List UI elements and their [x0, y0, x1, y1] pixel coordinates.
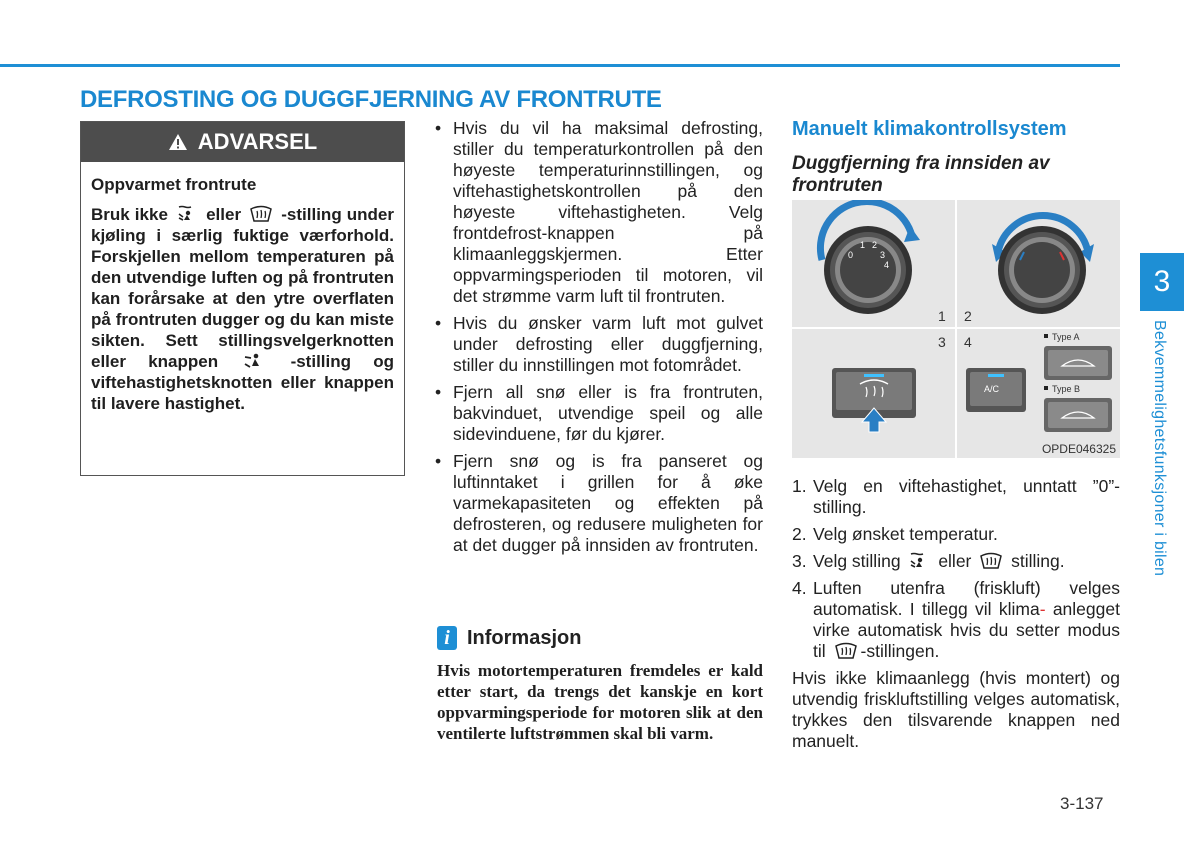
warning-box — [80, 121, 405, 476]
chapter-title: Bekvemmelighetsfunksjoner i bilen — [1151, 320, 1168, 577]
step-text: Velg en viftehastighet, unntatt ”0”-stilling. — [813, 476, 1120, 517]
step-text: anlegget virke automatisk hvis du setter modus til — [813, 599, 1120, 661]
step-item — [792, 578, 1120, 662]
page-title: DEFROSTING OG DUGGFJERNING AV FRONTRUTE — [80, 86, 662, 113]
type-b-label: Type B — [1052, 384, 1081, 394]
step-number: 1. — [792, 476, 807, 496]
figure-label-3: 3 — [938, 334, 946, 350]
step-text: Velg ønsket temperatur. — [813, 524, 998, 544]
front-defrost-icon — [834, 642, 858, 660]
figure-label-2: 2 — [964, 308, 972, 324]
info-box — [437, 626, 763, 744]
step-text: stilling. — [1011, 551, 1065, 571]
step-number: 3. — [792, 551, 807, 571]
section-subtitle: Duggfjerning fra innsiden av frontruten — [792, 153, 1050, 196]
hyphen-mark: - — [1039, 599, 1046, 619]
step-text: Luften utenfra (friskluft) velges automatisk. I tillegg vil klima — [813, 578, 1120, 619]
warning-text-part: -stilling og viftehastighetsknotten eller knappen til lavere hastighet. — [91, 352, 394, 413]
step-number: 2. — [792, 524, 807, 544]
step-item — [792, 524, 1120, 545]
step-item — [792, 551, 1120, 572]
bullet-item: • Hvis du vil ha maksimal defrosting, stiller du temperaturkontrollen på den høyeste temperaturinnstillingen, og viftehastighetskontrollen på den høyeste viftehastigheten. Velg frontdefrost-knappen på klimaanleggskjermen. Etter oppvarmingsperioden til motoren, vil det strømme varm luft til frontruten. — [435, 118, 763, 307]
step-item — [792, 476, 1120, 518]
warning-title: ADVARSEL — [197, 129, 318, 154]
warning-subtitle: Oppvarmet frontrute — [91, 175, 257, 194]
fan-dial-2: 2 — [872, 240, 878, 250]
warning-text-part: Bruk ikke — [91, 205, 168, 224]
front-defrost-icon — [249, 205, 273, 223]
fan-dial-3: 3 — [880, 250, 886, 260]
chapter-tab: 3 — [1140, 253, 1184, 311]
step-number: 4. — [792, 578, 807, 598]
figure-code: OPDE046325 — [1041, 442, 1116, 456]
control-panel-illustration — [792, 200, 1120, 458]
section-header — [792, 118, 1120, 197]
fan-dial-0: 0 — [848, 250, 854, 260]
step-text: -stillingen. — [860, 641, 940, 661]
warning-header — [81, 122, 404, 162]
info-icon: i — [437, 626, 457, 650]
figure-label-1: 1 — [938, 308, 946, 324]
section-title: Manuelt klimakontrollsystem — [792, 118, 1067, 140]
face-floor-mode-icon — [243, 352, 265, 370]
info-text: Hvis motortemperaturen fremdeles er kald etter start, da trengs det kanskje en kort oppvarmingsperiode for motoren slik at den ventilerte luftstrømmen skal bli varm. — [437, 661, 763, 743]
type-a-label: Type A — [1052, 332, 1080, 342]
fan-dial-1: 1 — [860, 240, 866, 250]
bullet-list-column — [435, 118, 763, 562]
steps-note: Hvis ikke klimaanlegg (hvis montert) og utvendig friskluftstilling velges automatisk, trykkes den tilsvarende knappen ned manuelt. — [792, 668, 1120, 751]
warning-text-part: -stilling under kjøling i særlig fuktige værforhold. Forskjellen mellom temperaturen på den utvendige luften og på frontruten kan forårsake at den ytre overflaten på frontruten dugger og du kan miste sikten. Sett stillingsvelgerknotten eller knappen — [91, 205, 395, 371]
info-title: Informasjon — [467, 626, 582, 649]
figure-label-4: 4 — [964, 334, 972, 350]
ac-button-label: A/C — [984, 384, 1000, 394]
defrost-floor-mode-icon — [908, 552, 930, 570]
bullet-item: • Fjern all snø eller is fra frontruten, bakvinduet, utvendige speil og alle sidevinduene, før du kjører. — [435, 382, 763, 445]
step-text: eller — [938, 551, 972, 571]
step-text: Velg stilling — [813, 551, 901, 571]
page-number: 3-137 — [1060, 794, 1104, 813]
warning-text-part: eller — [206, 205, 242, 224]
front-defrost-icon — [979, 552, 1003, 570]
warning-triangle-icon — [168, 133, 188, 151]
warning-text — [91, 204, 394, 414]
top-rule — [0, 64, 1120, 67]
steps-list — [792, 476, 1120, 752]
bullet-item: • Fjern snø og is fra panseret og luftinntaket i grillen for å øke varmekapasiteten og effekten på defrosteren, og redusere muligheten for at det dugger på innsiden av frontruten. — [435, 451, 763, 556]
bullet-item: • Hvis du ønsker varm luft mot gulvet under defrosting eller duggfjerning, stiller du innstillingen mot fotområdet. — [435, 313, 763, 376]
defrost-floor-mode-icon — [176, 205, 198, 223]
fan-dial-4: 4 — [884, 260, 890, 270]
control-panel-figure — [792, 200, 1120, 458]
